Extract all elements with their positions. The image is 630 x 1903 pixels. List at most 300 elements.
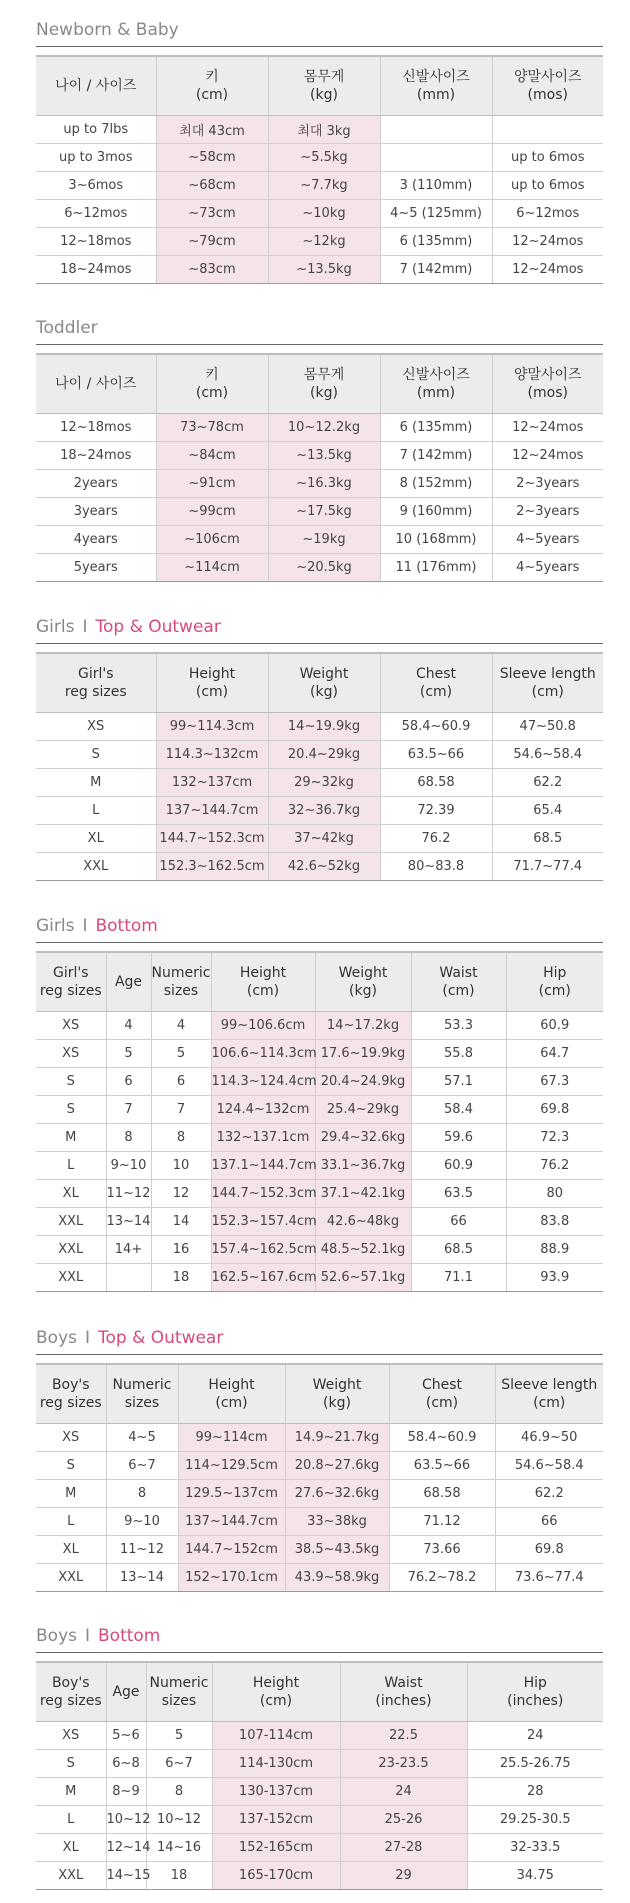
table-cell: 10~12: [146, 1806, 212, 1834]
table-cell: 42.6~52kg: [268, 853, 380, 881]
table-cell: 107-114cm: [212, 1722, 340, 1750]
table-cell: 24: [340, 1778, 467, 1806]
table-cell: 29: [340, 1862, 467, 1890]
column-header-label: Boy's: [51, 1675, 90, 1691]
table-cell: 157.4~162.5cm: [211, 1236, 315, 1264]
table-header-row: [36, 1364, 603, 1424]
table-cell: 13~14: [106, 1564, 178, 1592]
table-cell: 88.9: [506, 1236, 603, 1264]
table-row: [36, 1834, 603, 1862]
column-header-label: Chest: [421, 1377, 463, 1393]
column-header: [315, 952, 411, 1012]
table-cell: 69.8: [495, 1536, 603, 1564]
section-title: Girls I Bottom: [36, 916, 603, 943]
table-cell: 124.4~132cm: [211, 1096, 315, 1124]
table-cell: XL: [36, 1834, 106, 1862]
column-header-unit: (kg): [310, 385, 338, 401]
table-row: [36, 144, 603, 172]
column-header-unit: (kg): [323, 1395, 351, 1411]
table-cell: 6~7: [146, 1750, 212, 1778]
table-row: [36, 554, 603, 582]
column-header: [106, 1364, 178, 1424]
column-header-unit: (cm): [419, 684, 453, 700]
table-cell: 14+: [106, 1236, 151, 1264]
section-title: Boys I Bottom: [36, 1626, 603, 1653]
table-cell: [380, 116, 492, 144]
column-header-label: 나이 / 사이즈: [55, 376, 137, 392]
section-title: Girls I Top & Outwear: [36, 617, 603, 644]
table-cell: M: [36, 769, 156, 797]
table-cell: 25.4~29kg: [315, 1096, 411, 1124]
table-row: [36, 1236, 603, 1264]
table-row: [36, 1722, 603, 1750]
table-cell: 42.6~48kg: [315, 1208, 411, 1236]
table-row: [36, 116, 603, 144]
table-row: [36, 1012, 603, 1040]
table-row: [36, 470, 603, 498]
table-cell: 17.6~19.9kg: [315, 1040, 411, 1068]
column-header: [212, 1662, 340, 1722]
table-cell: 152.3~157.4cm: [211, 1208, 315, 1236]
column-header: [268, 354, 380, 414]
table-row: [36, 1806, 603, 1834]
table-cell: 68.58: [389, 1480, 495, 1508]
column-header: [285, 1364, 389, 1424]
table-cell: 8 (152mm): [380, 470, 492, 498]
table-cell: 6~12mos: [36, 200, 156, 228]
table-cell: XL: [36, 1180, 106, 1208]
column-header-label: Weight: [312, 1377, 362, 1393]
column-header-label: Hip: [543, 965, 567, 981]
table-cell: 65.4: [492, 797, 603, 825]
table-cell: 16: [151, 1236, 211, 1264]
table-cell: 10~12: [106, 1806, 146, 1834]
section-title: Toddler: [36, 318, 603, 345]
table-cell: 6 (135mm): [380, 414, 492, 442]
table-cell: 80~83.8: [380, 853, 492, 881]
table-cell: 18~24mos: [36, 442, 156, 470]
column-header-unit: (cm): [215, 1395, 248, 1411]
table-header-row: [36, 952, 603, 1012]
table-cell: 67.3: [506, 1068, 603, 1096]
table-cell: 6: [151, 1068, 211, 1096]
table-cell: ~83cm: [156, 256, 268, 284]
column-header: [380, 354, 492, 414]
table-cell: 53.3: [411, 1012, 506, 1040]
table-cell: [492, 116, 603, 144]
table-row: [36, 526, 603, 554]
table-cell: 73.6~77.4: [495, 1564, 603, 1592]
table-cell: L: [36, 1508, 106, 1536]
table-cell: ~13.5kg: [268, 256, 380, 284]
table-cell: 최대 43cm: [156, 116, 268, 144]
table-header-row: [36, 354, 603, 414]
table-row: [36, 713, 603, 741]
column-header-label: Height: [252, 1675, 300, 1691]
table-cell: XXL: [36, 1862, 106, 1890]
column-header-label: Hip: [523, 1675, 547, 1691]
table-cell: 12~14: [106, 1834, 146, 1862]
table-cell: 8: [146, 1778, 212, 1806]
column-header-label: Age: [114, 974, 143, 990]
table-row: [36, 1124, 603, 1152]
column-header: [36, 1662, 106, 1722]
table-cell: XXL: [36, 1564, 106, 1592]
table-row: [36, 442, 603, 470]
table-cell: 144.7~152cm: [178, 1536, 285, 1564]
table-cell: ~10kg: [268, 200, 380, 228]
table-cell: 114~129.5cm: [178, 1452, 285, 1480]
column-header: [380, 653, 492, 713]
table-cell: 55.8: [411, 1040, 506, 1068]
table-cell: 12: [151, 1180, 211, 1208]
table-cell: 68.5: [411, 1236, 506, 1264]
table-header-row: [36, 56, 603, 116]
table-cell: 43.9~58.9kg: [285, 1564, 389, 1592]
table-cell: ~91cm: [156, 470, 268, 498]
table-cell: 6 (135mm): [380, 228, 492, 256]
column-header-label: Weight: [338, 965, 388, 981]
table-cell: 152-165cm: [212, 1834, 340, 1862]
table-row: [36, 769, 603, 797]
column-header-unit: (kg): [310, 87, 338, 103]
table-cell: 63.5~66: [389, 1452, 495, 1480]
column-header: [156, 56, 268, 116]
column-header-label: Waist: [384, 1675, 423, 1691]
table-row: [36, 1778, 603, 1806]
column-header-unit: (kg): [310, 684, 338, 700]
table-cell: 29~32kg: [268, 769, 380, 797]
table-cell: 7 (142mm): [380, 442, 492, 470]
column-header-unit: (cm): [442, 983, 475, 999]
table-cell: ~114cm: [156, 554, 268, 582]
table-cell: 6: [106, 1068, 151, 1096]
table-cell: XXL: [36, 853, 156, 881]
table-cell: 38.5~43.5kg: [285, 1536, 389, 1564]
column-header-unit: sizes: [161, 1693, 197, 1709]
table-cell: 13~14: [106, 1208, 151, 1236]
table-cell: 63.5: [411, 1180, 506, 1208]
table-row: [36, 1480, 603, 1508]
column-header-unit: (inches): [375, 1693, 432, 1709]
table-cell: 12~24mos: [492, 256, 603, 284]
table-cell: 4~5: [106, 1424, 178, 1452]
column-header-unit: (mos): [527, 385, 568, 401]
table-cell: ~79cm: [156, 228, 268, 256]
column-header-label: Height: [188, 666, 236, 682]
column-header-label: Girl's: [52, 965, 89, 981]
column-header: [178, 1364, 285, 1424]
table-cell: 132~137.1cm: [211, 1124, 315, 1152]
table-row: [36, 825, 603, 853]
table-cell: 152~170.1cm: [178, 1564, 285, 1592]
table-cell: 129.5~137cm: [178, 1480, 285, 1508]
column-header: [492, 56, 603, 116]
table-cell: 52.6~57.1kg: [315, 1264, 411, 1292]
table-cell: S: [36, 1750, 106, 1778]
table-cell: 9~10: [106, 1508, 178, 1536]
column-header-unit: (cm): [259, 1693, 293, 1709]
table-cell: 54.6~58.4: [492, 741, 603, 769]
table-cell: 76.2: [380, 825, 492, 853]
table-cell: 64.7: [506, 1040, 603, 1068]
table-cell: 63.5~66: [380, 741, 492, 769]
table-cell: 71.12: [389, 1508, 495, 1536]
table-cell: 57.1: [411, 1068, 506, 1096]
table-row: [36, 853, 603, 881]
table-cell: 9~10: [106, 1152, 151, 1180]
table-cell: up to 6mos: [492, 172, 603, 200]
column-header-unit: (cm): [195, 87, 229, 103]
table-cell: L: [36, 1152, 106, 1180]
table-header-row: [36, 653, 603, 713]
column-header: [156, 354, 268, 414]
table-cell: L: [36, 1806, 106, 1834]
table-cell: 12~24mos: [492, 414, 603, 442]
table-cell: 32~36.7kg: [268, 797, 380, 825]
table-cell: 8: [106, 1124, 151, 1152]
table-cell: ~19kg: [268, 526, 380, 554]
table-cell: ~7.7kg: [268, 172, 380, 200]
table-cell: 4~5years: [492, 554, 603, 582]
table-cell: 37~42kg: [268, 825, 380, 853]
table-cell: 10 (168mm): [380, 526, 492, 554]
column-header-label: 키: [205, 69, 219, 85]
column-header-unit: (mm): [416, 385, 456, 401]
column-header: [411, 952, 506, 1012]
table-cell: 6~7: [106, 1452, 178, 1480]
table-cell: up to 3mos: [36, 144, 156, 172]
column-header: [106, 1662, 146, 1722]
column-header-unit: reg sizes: [39, 1395, 102, 1411]
table-cell: 99~114.3cm: [156, 713, 268, 741]
table-cell: 93.9: [506, 1264, 603, 1292]
column-header: [268, 56, 380, 116]
column-header-unit: (cm): [531, 684, 564, 700]
table-cell: 162.5~167.6cm: [211, 1264, 315, 1292]
table-cell: 62.2: [492, 769, 603, 797]
table-cell: 33~38kg: [285, 1508, 389, 1536]
table-cell: 18: [151, 1264, 211, 1292]
table-cell: 137-152cm: [212, 1806, 340, 1834]
table-cell: 23-23.5: [340, 1750, 467, 1778]
table-cell: 11~12: [106, 1180, 151, 1208]
table-cell: 4: [151, 1012, 211, 1040]
table-cell: 8~9: [106, 1778, 146, 1806]
table-cell: 72.3: [506, 1124, 603, 1152]
table-cell: 27.6~32.6kg: [285, 1480, 389, 1508]
table-cell: [106, 1264, 151, 1292]
table-row: [36, 1452, 603, 1480]
table-cell: 18: [146, 1862, 212, 1890]
column-header: [492, 354, 603, 414]
table-cell: ~73cm: [156, 200, 268, 228]
table-cell: 10~12.2kg: [268, 414, 380, 442]
table-cell: L: [36, 797, 156, 825]
table-cell: 34.75: [467, 1862, 603, 1890]
table-row: [36, 1750, 603, 1778]
table-cell: 25-26: [340, 1806, 467, 1834]
table-row: [36, 1096, 603, 1124]
table-cell: 11~12: [106, 1536, 178, 1564]
size-section-girls-bottom: [36, 916, 603, 1292]
column-header-label: 신발사이즈: [402, 367, 470, 383]
column-header-unit: (kg): [349, 983, 377, 999]
table-cell: 69.8: [506, 1096, 603, 1124]
table-row: [36, 741, 603, 769]
table-row: [36, 1152, 603, 1180]
table-cell: 68.58: [380, 769, 492, 797]
table-cell: 7: [106, 1096, 151, 1124]
table-cell: 58.4~60.9: [380, 713, 492, 741]
column-header-label: Weight: [299, 666, 349, 682]
column-header-unit: (mm): [416, 87, 456, 103]
column-header-unit: reg sizes: [39, 983, 102, 999]
table-cell: XL: [36, 1536, 106, 1564]
table-cell: 152.3~162.5cm: [156, 853, 268, 881]
table-row: [36, 414, 603, 442]
column-header: [495, 1364, 603, 1424]
column-header-label: Height: [208, 1377, 255, 1393]
column-header-label: Age: [112, 1684, 140, 1700]
column-header-unit: (cm): [533, 1395, 566, 1411]
table-cell: ~5.5kg: [268, 144, 380, 172]
table-cell: 24: [467, 1722, 603, 1750]
table-cell: S: [36, 1096, 106, 1124]
table-cell: 22.5: [340, 1722, 467, 1750]
table-cell: 3~6mos: [36, 172, 156, 200]
table-cell: 4: [106, 1012, 151, 1040]
table-cell: 20.4~29kg: [268, 741, 380, 769]
table-cell: S: [36, 1452, 106, 1480]
table-cell: S: [36, 1068, 106, 1096]
column-header-label: 몸무게: [303, 69, 345, 85]
table-cell: 66: [411, 1208, 506, 1236]
table-cell: M: [36, 1480, 106, 1508]
column-header: [36, 1364, 106, 1424]
table-cell: XXL: [36, 1208, 106, 1236]
table-cell: 4~5 (125mm): [380, 200, 492, 228]
table-cell: 8: [151, 1124, 211, 1152]
table-row: [36, 1040, 603, 1068]
column-header: [36, 56, 156, 116]
column-header: [146, 1662, 212, 1722]
table-cell: XS: [36, 1722, 106, 1750]
column-header-label: Numeric: [151, 965, 211, 981]
table-cell: 10: [151, 1152, 211, 1180]
column-header-unit: (mos): [527, 87, 568, 103]
table-cell: 12~18mos: [36, 414, 156, 442]
table-cell: 83.8: [506, 1208, 603, 1236]
column-header-label: Numeric: [112, 1377, 172, 1393]
table-cell: ~16.3kg: [268, 470, 380, 498]
table-row: [36, 1208, 603, 1236]
table-cell: 11 (176mm): [380, 554, 492, 582]
size-table: [36, 951, 603, 1292]
table-cell: 5~6: [106, 1722, 146, 1750]
table-cell: 99~106.6cm: [211, 1012, 315, 1040]
column-header-label: 신발사이즈: [402, 69, 470, 85]
size-table: [36, 1661, 603, 1890]
table-cell: 28: [467, 1778, 603, 1806]
column-header: [151, 952, 211, 1012]
column-header-unit: reg sizes: [64, 684, 127, 700]
table-cell: 2~3years: [492, 470, 603, 498]
column-header-label: 양말사이즈: [513, 69, 582, 85]
table-cell: 18~24mos: [36, 256, 156, 284]
table-cell: ~12kg: [268, 228, 380, 256]
table-cell: 5years: [36, 554, 156, 582]
table-row: [36, 200, 603, 228]
table-cell: 58.4~60.9: [389, 1424, 495, 1452]
table-cell: up to 7lbs: [36, 116, 156, 144]
table-cell: 27-28: [340, 1834, 467, 1862]
table-cell: 47~50.8: [492, 713, 603, 741]
table-cell: 32-33.5: [467, 1834, 603, 1862]
column-header-label: 키: [205, 367, 219, 383]
table-cell: ~20.5kg: [268, 554, 380, 582]
table-cell: 114.3~124.4cm: [211, 1068, 315, 1096]
table-cell: 최대 3kg: [268, 116, 380, 144]
table-cell: 46.9~50: [495, 1424, 603, 1452]
size-table: [36, 55, 603, 284]
table-cell: 8: [106, 1480, 178, 1508]
table-row: [36, 498, 603, 526]
table-cell: XS: [36, 1040, 106, 1068]
table-cell: 60.9: [411, 1152, 506, 1180]
column-header-unit: reg sizes: [39, 1693, 102, 1709]
size-table: [36, 353, 603, 582]
table-row: [36, 1424, 603, 1452]
table-cell: ~58cm: [156, 144, 268, 172]
column-header: [211, 952, 315, 1012]
table-cell: 6~12mos: [492, 200, 603, 228]
table-cell: 14~17.2kg: [315, 1012, 411, 1040]
column-header: [36, 653, 156, 713]
column-header-label: Girl's: [77, 666, 114, 682]
table-cell: 29.25-30.5: [467, 1806, 603, 1834]
table-cell: 3 (110mm): [380, 172, 492, 200]
table-row: [36, 1536, 603, 1564]
column-header: [268, 653, 380, 713]
table-cell: 14~19.9kg: [268, 713, 380, 741]
column-header-unit: (cm): [195, 684, 229, 700]
table-cell: 137~144.7cm: [178, 1508, 285, 1536]
size-section-boys-bottom: [36, 1626, 603, 1890]
table-cell: M: [36, 1124, 106, 1152]
column-header-unit: sizes: [124, 1395, 160, 1411]
table-cell: 72.39: [380, 797, 492, 825]
table-cell: 4~5years: [492, 526, 603, 554]
table-cell: 71.7~77.4: [492, 853, 603, 881]
table-cell: ~99cm: [156, 498, 268, 526]
table-row: [36, 797, 603, 825]
table-cell: 76.2: [506, 1152, 603, 1180]
table-cell: XS: [36, 1424, 106, 1452]
table-cell: 5: [151, 1040, 211, 1068]
column-header: [36, 952, 106, 1012]
size-section-toddler: [36, 318, 603, 582]
table-cell: 29.4~32.6kg: [315, 1124, 411, 1152]
table-cell: 62.2: [495, 1480, 603, 1508]
table-cell: 14.9~21.7kg: [285, 1424, 389, 1452]
size-section-newborn-baby: [36, 20, 603, 284]
table-cell: 2years: [36, 470, 156, 498]
table-row: [36, 1180, 603, 1208]
table-row: [36, 172, 603, 200]
table-cell: 20.4~24.9kg: [315, 1068, 411, 1096]
column-header-unit: (cm): [425, 1395, 459, 1411]
